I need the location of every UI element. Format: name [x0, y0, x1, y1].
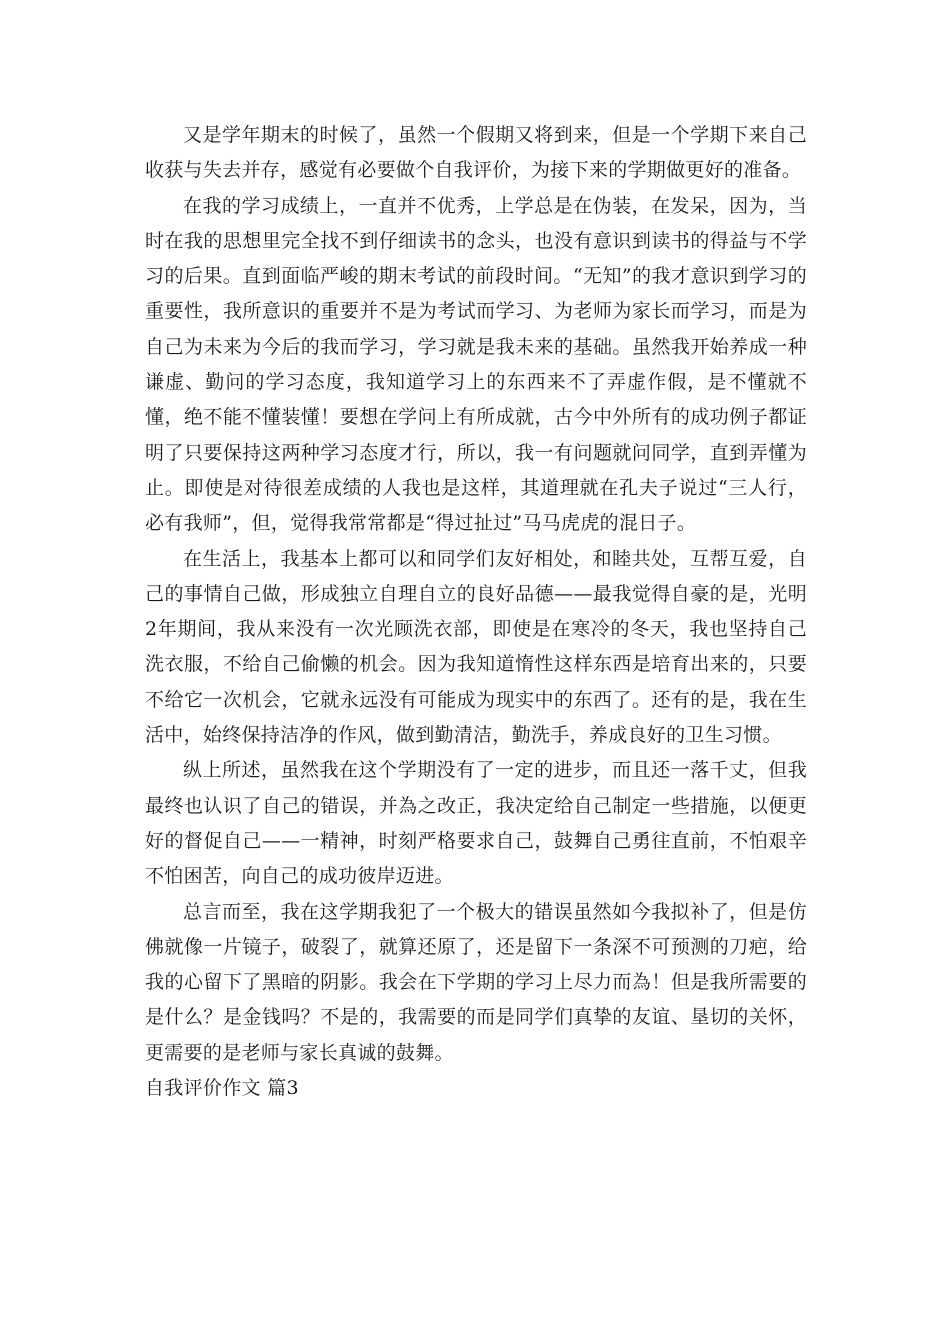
- paragraph-conclusion: 总言而至，我在这学期我犯了一个极大的错误虽然如今我拟补了，但是仿佛就像一片镜子，破裂了，就算还原了，还是留下一条深不可预测的刀疤，给我的心留下了黑暗的阴影。我会在下学期的学习上尽力而為！但是我所需要的是什么？是金钱吗？不是的，我需要的而是同学们真挚的友谊、垦切的关怀，更需要的是老师与家长真诚的鼓舞。: [145, 900, 807, 1064]
- section-heading: 自我评价作文 篇3: [145, 1077, 299, 1100]
- paragraph-life: 在生活上，我基本上都可以和同学们友好相处，和睦共处，互帮互爱，自己的事情自己做，形成独立自理自立的良好品德——最我觉得自豪的是，光明2年期间，我从来没有一次光顾洗衣部，即使是在寒冷的冬天，我也坚持自己洗衣服，不给自己偷懒的机会。因为我知道惰性这样东西是培育出来的，只要不给它一次机会，它就永远没有可能成为现实中的东西了。还有的是，我在生活中，始终保持洁净的作风，做到勤清洁，勤洗手，养成良好的卫生习惯。: [145, 547, 807, 747]
- paragraph-study: 在我的学习成绩上，一直并不优秀，上学总是在伪装，在发呆，因为，当时在我的思想里完全找不到仔细读书的念头，也没有意识到读书的得益与不学习的后果。直到面临严峻的期末考试的前段时间。“无知”的我才意识到学习的重要性，我所意识的重要并不是为考试而学习、为老师为家长而学习，而是为自己为未来为今后的我而学习，学习就是我未来的基础。虽然我开始养成一种谦虚、勤问的学习态度，我知道学习上的东西来不了弄虚作假，是不懂就不懂，绝不能不懂装懂！要想在学问上有所成就，古今中外所有的成功例子都证明了只要保持这两种学习态度才行，所以，我一有问题就问同学，直到弄懂为止。即使是对待很差成绩的人我也是这样，其道理就在孔夫子说过“三人行，必有我师”，但，觉得我常常都是“得过扯过”马马虎虎的混日子。: [145, 194, 807, 535]
- paragraph-summary: 纵上所述，虽然我在这个学期没有了一定的进步，而且还一落千丈，但我最终也认识了自己的错误，并為之改正，我决定给自己制定一些措施，以便更好的督促自己——一精神，时刻严格要求自己，鼓舞自己勇往直前，不怕艰辛不怕困苦，向自己的成功彼岸迈进。: [145, 759, 807, 888]
- paragraph-intro: 又是学年期末的时候了，虽然一个假期又将到来，但是一个学期下来自己收获与失去并存，感觉有必要做个自我评价，为接下来的学期做更好的准备。: [145, 124, 807, 182]
- document-body: [145, 118, 807, 1106]
